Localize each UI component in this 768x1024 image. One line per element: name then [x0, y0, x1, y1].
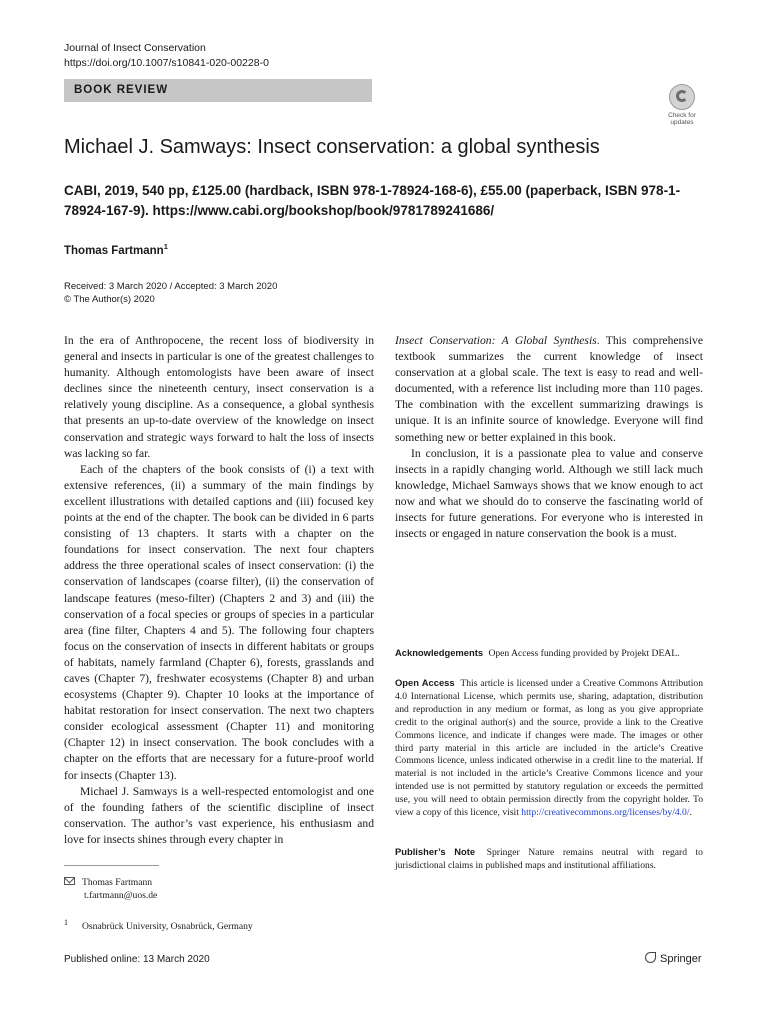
corresponding-name: Thomas Fartmann — [82, 877, 153, 888]
body-paragraph-2: Each of the chapters of the book consists of (i) a text with extensive references, (ii) a summary of the main findings by excellent illustrations with detailed captions and (iii) focused key points at the end of the chapter. The book can be divided in 6 parts consisting of 13 chapters. It starts with a chapter on the foundations for insect conservation. The next four chapters address the three operational scales of insect conservation: (i) the conservation of landscapes (coarse filter), (ii) the conservation of landscape features (meso-filter) (Chapters 2 and 3) and (iii) the conservation of a focal species or groups of species in a particular area (fine filter, Chapters 4 and 5). The following four chapters focus on the conservation of insects in different habitats or groups of habitats, namely farmland (Chapter 6), forests, grasslands and caves (Chapter 7), freshwater ecosystems (Chapter 8) and urban ecosystems (Chapter 9). Chapter 10 looks at the importance of habitat restoration for insect conservation. The next two chapters consider ecological assessment (Chapter 11) and monitoring (Chapter 12) in insect conservation. The book concludes with a chapter on the efforts that are necessary for a future-proof world for insects (Chapter 13). — [64, 462, 374, 782]
affiliation-mark: 1 — [64, 918, 68, 927]
copyright: © The Author(s) 2020 — [64, 294, 155, 305]
book-title-italic: Insect Conservation: A Global Synthesis — [395, 334, 597, 347]
corresponding-author — [64, 876, 157, 902]
acknowledgements-heading: Acknowledgements — [395, 647, 484, 658]
journal-header — [64, 41, 269, 71]
springer-horse-icon — [645, 952, 656, 963]
affiliation — [64, 916, 253, 933]
acknowledgements-text: Open Access funding provided by Projekt DEAL. — [488, 648, 680, 659]
publisher-logo — [645, 952, 702, 966]
open-access-statement — [395, 677, 703, 820]
received-accepted: Received: 3 March 2020 / Accepted: 3 March 2020 — [64, 281, 278, 292]
author-affil-mark: 1 — [163, 242, 168, 251]
publishers-note-heading: Publisher’s Note — [395, 846, 476, 857]
badge-text-line2: updates — [670, 119, 694, 126]
book-bibliographic-info: CABI, 2019, 540 pp, £125.00 (hardback, ISBN 978-1-78924-168-6), £55.00 (paperback, ISBN 978-1-78924-167-9). https://www.cabi.org/bookshop/book/9781789241686/ — [64, 183, 681, 218]
body-paragraph-3-end: . This comprehensive textbook summarizes the current knowledge of insect conservation at a global scale. The text is easy to read and well-documented, with a reference list including more than 110 pages. The combination with the excellent summarizing drawings is unique. It is an infinite source of knowledge. Everyone will find something new or better explained in this book. — [395, 334, 703, 444]
publishers-note-text: Springer Nature remains neutral with regard to jurisdictional claims in published maps and institutional affiliations. — [395, 847, 703, 871]
footnote-divider — [64, 865, 159, 866]
open-access-text: This article is licensed under a Creative Commons Attribution 4.0 International License, which permits use, sharing, adaptation, distribution and reproduction in any medium or format, as long as you give appropriate credit to the original author(s) and the source, provide a link to the Creative Commons licence, and indicate if changes were made. The images or other third party material in this article are included in the article’s Creative Commons licence, unless indicated otherwise in a credit line to the material. If material is not included in the article’s Creative Commons licence and your intended use is not permitted by statutory regulation or exceeds the permitted use, you will need to obtain permission directly from the copyright holder. To view a copy of this licence, visit — [395, 678, 703, 819]
author-name: Thomas Fartmann — [64, 244, 164, 257]
doi-link[interactable]: https://doi.org/10.1007/s10841-020-00228-0 — [64, 57, 269, 69]
affiliation-text: Osnabrück University, Osnabrück, Germany — [82, 921, 253, 933]
acknowledgements — [395, 647, 703, 661]
body-paragraph-1: In the era of Anthropocene, the recent loss of biodiversity in general and insects in particular is one of the greatest challenges to humanity. Although entomologists have been aware of insect declines since the nineteenth century, insect conservation is a relatively young discipline. As a consequence, a global synthesis that presents an up-to-date overview of the knowledge on insect conservation and strategic ways forward to halt the loss of insects was lacking so far. — [64, 334, 375, 460]
publishers-note — [395, 846, 703, 873]
body-column-right — [395, 333, 703, 542]
open-access-heading: Open Access — [395, 677, 455, 688]
section-label: BOOK REVIEW — [64, 79, 372, 102]
open-access-end: . — [689, 807, 692, 819]
check-for-updates-badge[interactable] — [661, 84, 703, 126]
published-online: Published online: 13 March 2020 — [64, 954, 210, 965]
body-paragraph-3-text: Michael J. Samways is a well-respected entomologist and one of the founding fathers of the scientific discipline of insect conservation. The author’s vast experience, his enthusiasm and love for insects shines through every chapter in — [64, 784, 374, 846]
article-dates — [64, 280, 277, 306]
badge-text-line1: Check for — [668, 112, 696, 119]
body-paragraph-4: In conclusion, it is a passionate plea to value and conserve insects in a rapidly changing world. Although we still lack much knowledge, Michael Samways shows that we know enough to act now and what we should do to conserve the fascinating world of insects for future generations. For everyone who is interested in insects or engaged in nature conservation the book is a must. — [395, 446, 703, 541]
body-paragraph-3-continued — [395, 333, 703, 446]
corresponding-email[interactable]: t.fartmann@uos.de — [84, 890, 158, 901]
envelope-icon — [64, 877, 75, 885]
body-column-left — [64, 333, 374, 848]
license-link[interactable]: http://creativecommons.org/licenses/by/4.0/ — [521, 807, 690, 819]
journal-name: Journal of Insect Conservation — [64, 42, 206, 54]
article-title: Michael J. Samways: Insect conservation: a global synthesis — [64, 136, 600, 158]
update-icon — [669, 84, 695, 110]
author-line — [64, 239, 168, 259]
publisher-name: Springer — [660, 953, 702, 965]
body-paragraph-3 — [64, 784, 374, 848]
